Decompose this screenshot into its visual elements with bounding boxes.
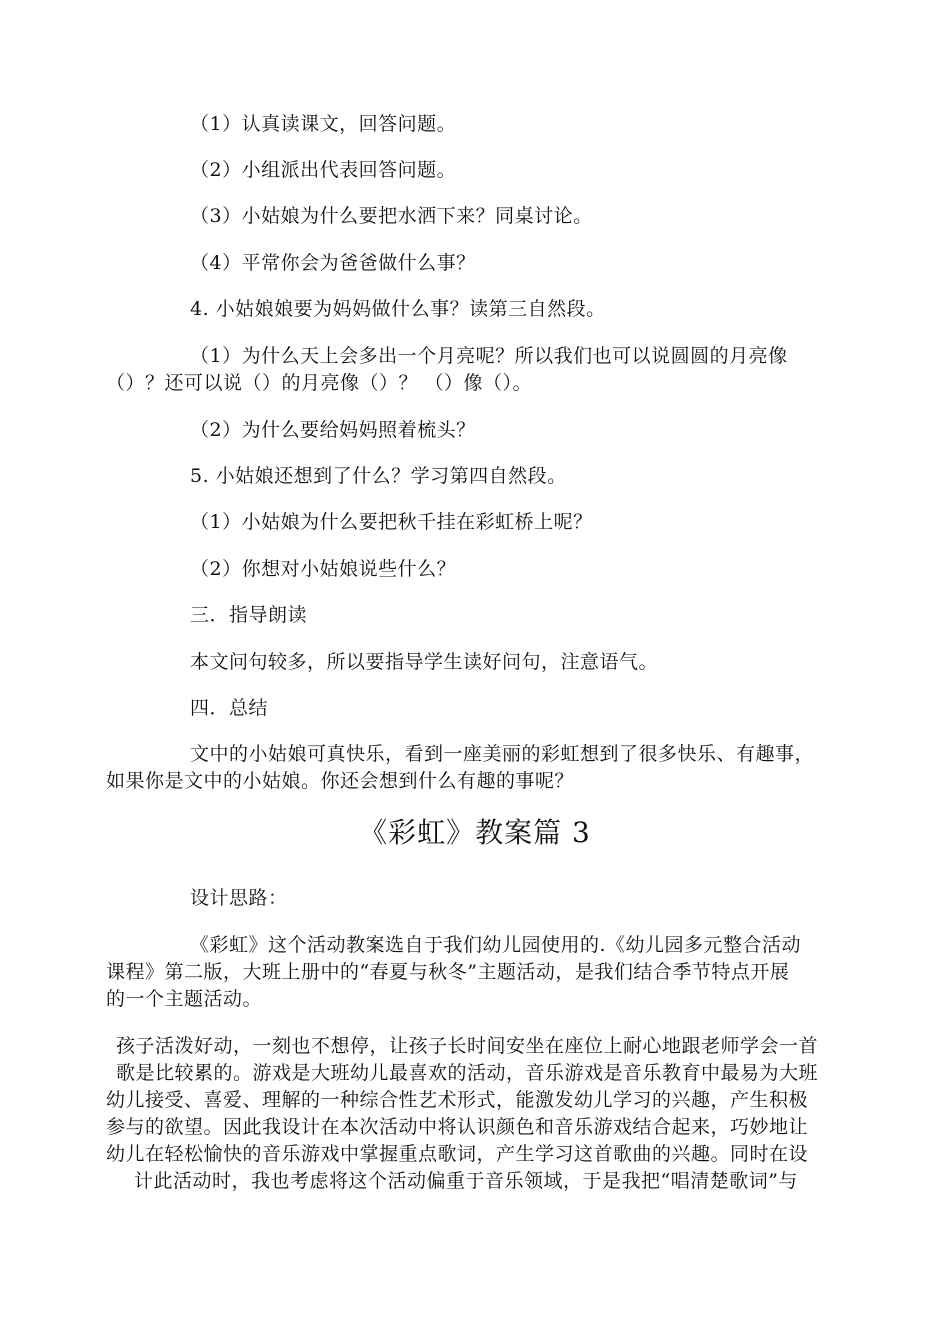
paragraph-2-line-6: 计此活动时，我也考虑将这个活动偏重于音乐领域，于是我把“唱清楚歌词”与 xyxy=(134,1170,798,1192)
step-5-question-1: （1）小姑娘为什么要把秋千挂在彩虹桥上呢？ xyxy=(190,511,593,533)
step-5-heading: 5. 小姑娘还想到了什么？学习第四自然段。 xyxy=(190,465,567,487)
section-4-heading: 四．总结 xyxy=(190,697,269,719)
summary-line-2: 如果你是文中的小姑娘。你还会想到什么有趣的事呢？ xyxy=(106,770,575,792)
question-item-2: （2）小组派出代表回答问题。 xyxy=(190,159,457,181)
paragraph-2-line-2: 歌是比较累的。游戏是大班幼儿最喜欢的活动，音乐游戏是音乐教育中最易为大班 xyxy=(116,1062,819,1084)
paragraph-2-line-3: 幼儿接受、喜爱、理解的一种综合性艺术形式，能激发幼儿学习的兴趣，产生积极 xyxy=(106,1089,809,1111)
step-4-heading: 4. 小姑娘娘要为妈妈做什么事？读第三自然段。 xyxy=(190,298,606,320)
paragraph-2-line-5: 幼儿在轻松愉快的音乐游戏中掌握重点歌词，产生学习这首歌曲的兴趣。同时在设 xyxy=(106,1143,809,1165)
design-label: 设计思路： xyxy=(190,887,288,909)
paragraph-1-line-2: 课程》第二版，大班上册中的“春夏与秋冬”主题活动，是我们结合季节特点开展 xyxy=(106,961,790,983)
section-3-text: 本文问句较多，所以要指导学生读好问句，注意语气。 xyxy=(190,651,659,673)
question-item-4: （4）平常你会为爸爸做什么事？ xyxy=(190,252,476,274)
step-4-question-1-line-2: （）？还可以说（）的月亮像（）？ （）像（）。 xyxy=(106,372,533,394)
step-5-question-2: （2）你想对小姑娘说些什么？ xyxy=(190,558,457,580)
summary-line-1: 文中的小姑娘可真快乐，看到一座美丽的彩虹想到了很多快乐、有趣事， xyxy=(190,743,815,765)
paragraph-1-line-1: 《彩虹》这个活动教案选自于我们幼儿园使用的.《幼儿园多元整合活动 xyxy=(190,934,802,956)
step-4-question-2: （2）为什么要给妈妈照着梳头？ xyxy=(190,419,476,441)
section-3-heading: 三．指导朗读 xyxy=(190,604,308,626)
paragraph-2-line-1: 孩子活泼好动，一刻也不想停，让孩子长时间安坐在座位上耐心地跟老师学会一首 xyxy=(116,1035,819,1057)
paragraph-1-line-3: 的一个主题活动。 xyxy=(106,988,263,1010)
article-title: 《彩虹》教案篇 3 xyxy=(359,816,591,849)
step-4-question-1-line-1: （1）为什么天上会多出一个月亮呢？所以我们也可以说圆圆的月亮像 xyxy=(190,345,788,367)
question-item-3: （3）小姑娘为什么要把水洒下来？同桌讨论。 xyxy=(190,205,593,227)
paragraph-2-line-4: 参与的欲望。因此我设计在本次活动中将认识颜色和音乐游戏结合起来，巧妙地让 xyxy=(106,1116,809,1138)
question-item-1: （1）认真读课文，回答问题。 xyxy=(190,113,457,135)
